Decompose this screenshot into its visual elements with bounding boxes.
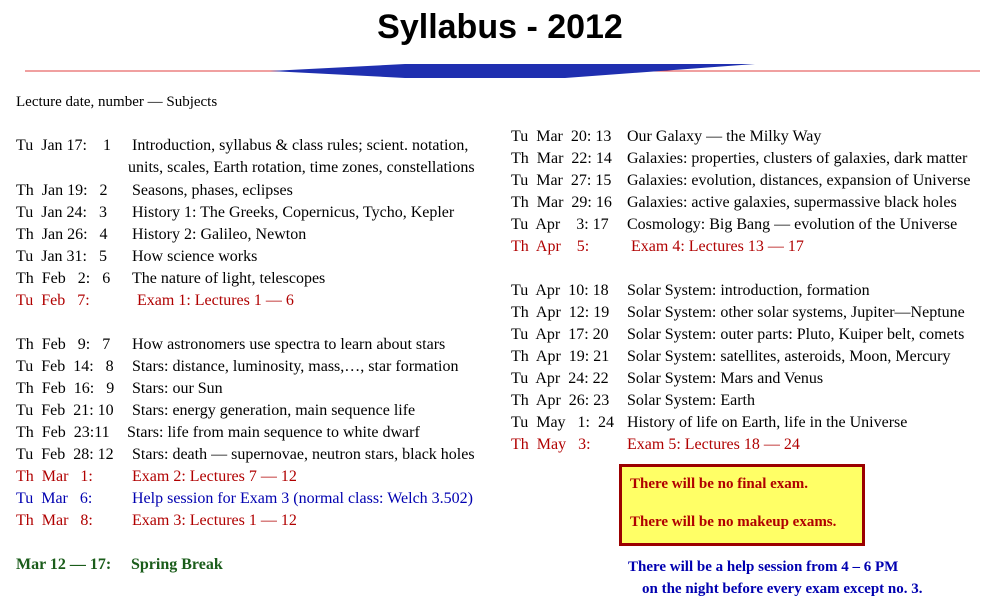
lecture-subject: Spring Break [131, 556, 223, 573]
schedule-row [511, 282, 870, 300]
lecture-subject: Exam 5: Lectures 18 — 24 [627, 436, 800, 453]
lecture-subject: Solar System: outer parts: Pluto, Kuiper belt, comets [627, 326, 965, 343]
schedule-row [16, 248, 258, 266]
lecture-date: Th Apr 26: 23 [511, 392, 610, 409]
lecture-subject: Introduction, syllabus & class rules; scient. notation, [132, 137, 469, 154]
lecture-date: Tu May 1: 24 [511, 414, 614, 431]
lecture-subject: Solar System: Mars and Venus [627, 370, 824, 387]
lecture-date: Th Mar 8: [16, 512, 93, 529]
schedule-row [16, 402, 416, 420]
lecture-subject: Stars: energy generation, main sequence life [132, 402, 416, 419]
lecture-subject: Stars: death — supernovae, neutron stars, black holes [132, 446, 475, 463]
schedule-row [511, 304, 965, 322]
schedule-row [16, 226, 307, 244]
schedule-row [16, 490, 474, 508]
lecture-date: Th Jan 19: 2 [16, 182, 108, 199]
lecture-date: Tu Feb 7: [16, 292, 90, 309]
lecture-date: Tu Mar 20: 13 [511, 128, 612, 145]
lecture-subject: The nature of light, telescopes [132, 270, 326, 287]
lecture-subject: Solar System: introduction, formation [627, 282, 870, 299]
lecture-subject: Cosmology: Big Bang — evolution of the Universe [627, 216, 958, 233]
lecture-date: Th Apr 12: 19 [511, 304, 610, 321]
no-makeup-exam-notice: There will be no makeup exams. [630, 514, 837, 530]
lecture-date: Tu Mar 27: 15 [511, 172, 612, 189]
no-final-exam-notice: There will be no final exam. [630, 476, 809, 492]
lecture-subject: Exam 3: Lectures 1 — 12 [132, 512, 297, 529]
lecture-date: Tu Feb 21: 10 [16, 402, 114, 419]
lecture-subject: Solar System: Earth [627, 392, 755, 409]
lecture-subject: History 2: Galileo, Newton [132, 226, 307, 243]
lecture-date: Th Mar 29: 16 [511, 194, 612, 211]
schedule-row [16, 159, 475, 177]
lecture-subject: Help session for Exam 3 (normal class: Welch 3.502) [132, 490, 474, 507]
schedule-row [16, 182, 293, 200]
schedule-row [511, 414, 908, 432]
lecture-date: Tu Apr 10: 18 [511, 282, 609, 299]
lecture-date: Th Mar 22: 14 [511, 150, 612, 167]
lecture-date: Th May 3: [511, 436, 591, 453]
lecture-date: Th Feb 2: 6 [16, 270, 111, 287]
lecture-date: Tu Jan 24: 3 [16, 204, 107, 221]
schedule-row [511, 370, 824, 388]
schedule-row [16, 380, 223, 398]
lecture-date: Tu Apr 24: 22 [511, 370, 609, 387]
exam-row [16, 292, 294, 310]
exam-row [16, 512, 297, 530]
schedule-row [511, 392, 755, 410]
lecture-subject: Stars: life from main sequence to white dwarf [127, 424, 420, 441]
schedule-row [16, 336, 446, 354]
lecture-subject: How science works [132, 248, 258, 265]
lecture-date: Tu Jan 17: 1 [16, 137, 111, 154]
lecture-subject: Stars: our Sun [132, 380, 223, 397]
schedule-row [16, 137, 469, 155]
schedule-row [511, 172, 971, 190]
schedule-row [16, 446, 475, 464]
schedule-row [16, 204, 455, 222]
exam-row [511, 238, 804, 256]
lecture-subject: Solar System: satellites, asteroids, Moon, Mercury [627, 348, 951, 365]
exam-row [511, 436, 800, 454]
exam-notice-box [619, 464, 865, 546]
lecture-date: Th Feb 23:11 [16, 424, 110, 441]
lecture-date: Tu Apr 17: 20 [511, 326, 609, 343]
lecture-subject: units, scales, Earth rotation, time zones, constellations [128, 159, 475, 176]
lecture-subject: History 1: The Greeks, Copernicus, Tycho, Kepler [132, 204, 455, 221]
lecture-subject: Exam 4: Lectures 13 — 17 [631, 238, 804, 255]
schedule-row [16, 358, 459, 376]
lecture-date: Tu Feb 28: 12 [16, 446, 114, 463]
lecture-date: Th Apr 5: [511, 238, 590, 255]
schedule-heading: Lecture date, number — Subjects [16, 94, 218, 110]
exam-row [16, 468, 297, 486]
lecture-subject: Galaxies: properties, clusters of galaxies, dark matter [627, 150, 968, 167]
lecture-date: Th Apr 19: 21 [511, 348, 610, 365]
lecture-subject: Stars: distance, luminosity, mass,…, star formation [132, 358, 459, 375]
schedule-row [511, 150, 968, 168]
lecture-date: Mar 12 — 17: [16, 556, 112, 573]
lecture-subject: How astronomers use spectra to learn about stars [132, 336, 446, 353]
schedule-row [511, 326, 965, 344]
schedule-row [511, 194, 957, 212]
lecture-subject: Galaxies: evolution, distances, expansion of Universe [627, 172, 971, 189]
schedule-row [16, 424, 420, 442]
lecture-date: Tu Mar 6: [16, 490, 93, 507]
lecture-subject: Solar System: other solar systems, Jupiter—Neptune [627, 304, 965, 321]
page-title: Syllabus - 2012 [377, 8, 623, 46]
schedule-row [511, 128, 822, 146]
lecture-subject: Our Galaxy — the Milky Way [627, 128, 822, 145]
lecture-date: Tu Jan 31: 5 [16, 248, 107, 265]
schedule-row [16, 556, 223, 574]
lecture-date: Tu Feb 14: 8 [16, 358, 114, 375]
lecture-subject: Seasons, phases, eclipses [132, 182, 293, 199]
schedule-row [511, 216, 958, 234]
lecture-date: Th Mar 1: [16, 468, 93, 485]
schedule-row [511, 348, 951, 366]
lecture-date: Th Jan 26: 4 [16, 226, 108, 243]
lecture-subject: Exam 2: Lectures 7 — 12 [132, 468, 297, 485]
lecture-date: Tu Apr 3: 17 [511, 216, 609, 233]
help-session-note-line2: on the night before every exam except no. 3. [642, 581, 923, 597]
schedule-row [16, 270, 326, 288]
lecture-subject: Exam 1: Lectures 1 — 6 [137, 292, 294, 309]
lecture-subject: Galaxies: active galaxies, supermassive black holes [627, 194, 957, 211]
lecture-subject: History of life on Earth, life in the Universe [627, 414, 908, 431]
title-divider [25, 60, 980, 90]
lecture-date: Th Feb 16: 9 [16, 380, 115, 397]
lecture-date: Th Feb 9: 7 [16, 336, 111, 353]
help-session-note-line1: There will be a help session from 4 – 6 PM [628, 559, 899, 575]
